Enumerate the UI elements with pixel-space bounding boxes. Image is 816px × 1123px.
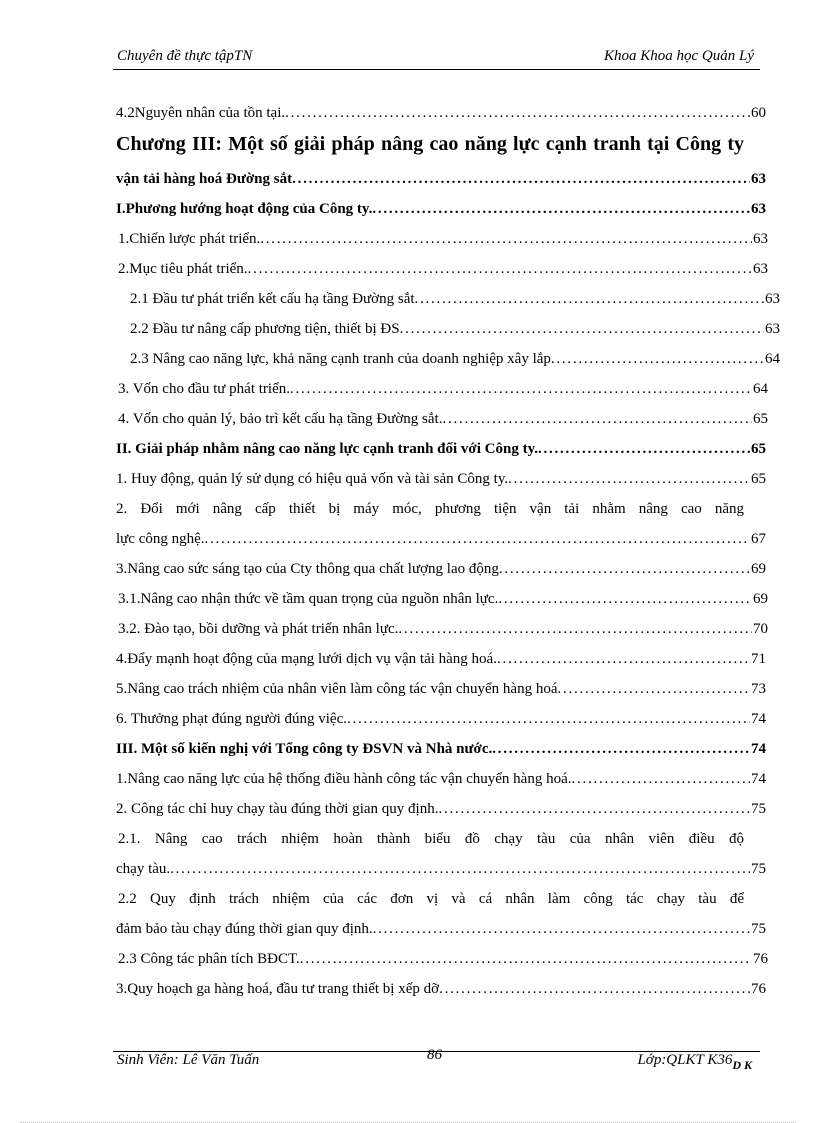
toc-page-number: 63 [765,291,780,307]
toc-page-number: 75 [751,861,766,877]
header-course: Chuyên đề thực tậpTN [117,48,253,64]
dot-leader [400,318,764,340]
toc-entry[interactable]: 1.Chiến lược phát triển. . . . 63 [116,228,768,250]
dot-leader [285,102,750,124]
toc-entry[interactable]: đảm bảo tàu chạy đúng thời gian quy định. . . . 75 [116,918,766,940]
toc-entry[interactable]: 2. Công tác chỉ huy chạy tàu đúng thời gian quy định. . . . 75 [116,798,766,820]
dot-leader [508,468,750,490]
dot-leader [499,558,750,580]
toc-page-number: 76 [753,951,768,967]
toc-entry[interactable]: 3. Vốn cho đầu tư phát triển. . . . 64 [116,378,768,400]
toc-entry[interactable]: 2.Mục tiêu phát triển. . . . 63 [116,258,768,280]
dot-leader [292,168,750,190]
footer-class: Lớp:QLKT $K36_{D K}$ [637,1052,752,1072]
toc-page-number: 63 [765,321,780,337]
toc-entry[interactable]: 2.1 Đầu tư phát triển kết cấu hạ tầng Đường sắt . . . 63 [116,288,780,310]
toc-entry[interactable]: 1.Nâng cao năng lực của hệ thống điều hành công tác vận chuyển hàng hoá. . . . 74 [116,768,766,790]
dot-leader [442,408,752,430]
dot-leader [347,708,750,730]
toc-entry[interactable]: 2.3 Nâng cao năng lực, khả năng cạnh tranh của doanh nghiệp xây lắp . . . 64 [116,348,780,370]
toc-page-number: 74 [751,771,766,787]
toc-entry[interactable]: 3.Nâng cao sức sáng tạo của Cty thông qua chất lượng lao động . . . 69 [116,558,766,580]
dot-leader [290,378,752,400]
toc-entry[interactable]: 3.Quy hoạch ga hàng hoá, đầu tư trang thiết bị xếp dỡ . . . 76 [116,978,766,1000]
dot-leader [497,648,750,670]
dot-leader [438,798,750,820]
toc-entry[interactable]: 1. Huy động, quản lý sử dụng có hiệu quả vốn và tài sản Công ty. . . . 65 [116,468,766,490]
dot-leader [415,288,764,310]
toc-entry[interactable]: III. Một số kiến nghị với Tổng công ty ĐSVN và Nhà nước. . . . 74 [116,738,766,760]
toc-page-number: 63 [751,171,766,187]
dot-leader [170,858,750,880]
toc-page-number: 65 [751,471,766,487]
toc-entry[interactable]: 4.2Nguyên nhân của tồn tại. . . . 60 [116,102,766,124]
toc-entry[interactable]: 4.Đẩy mạnh hoạt động của mạng lưới dịch vụ vận tải hàng hoá. . . . 71 [116,648,766,670]
dot-leader [300,948,752,970]
toc-page-number: 63 [751,201,766,217]
toc-entry-wrapped-line[interactable]: 2. Đổi mới nâng cấp thiết bị máy móc, phương tiện vận tải nhằm nâng cao năng [116,501,744,517]
toc-page-number: 74 [751,711,766,727]
toc-page-number: 65 [753,411,768,427]
toc-entry[interactable]: vận tải hàng hoá Đường sắt . . . 63 [116,168,766,190]
toc-page-number: 75 [751,801,766,817]
footer-student: Sinh Viên: Lê Văn Tuấn [117,1052,260,1068]
toc-page-number: 69 [753,591,768,607]
toc-chapter-title: Chương III: Một số giải pháp nâng cao năng lực cạnh tranh tại Công ty [116,133,744,155]
dot-leader [373,918,750,940]
toc-entry[interactable]: lực công nghệ. . . . 67 [116,528,766,550]
toc-entry[interactable]: 6. Thưởng phạt đúng người đúng việc. . . . 74 [116,708,766,730]
toc-page-number: 60 [751,105,766,121]
toc-page-number: 74 [751,741,766,757]
dot-leader [538,438,750,460]
toc-entry[interactable]: 3.1.Nâng cao nhận thức về tầm quan trọng của nguồn nhân lực. . . . 69 [116,588,768,610]
toc-page-number: 76 [751,981,766,997]
toc-chapter-heading[interactable] [116,133,766,157]
toc-entry-wrapped-line[interactable]: 2.1. Nâng cao trách nhiệm hoàn thành biểu đồ chạy tàu của nhân viên điều độ [118,831,744,847]
toc-page-number: 64 [753,381,768,397]
toc-entry[interactable]: 5.Nâng cao trách nhiệm của nhân viên làm công tác vận chuyển hàng hoá . . . 73 [116,678,766,700]
toc-page-number: 75 [751,921,766,937]
toc-page-number: 73 [751,681,766,697]
toc-page-number: 65 [751,441,766,457]
toc-entry-wrapped-line[interactable]: 2.2 Quy định trách nhiệm của các đơn vị và cá nhân làm công tác chạy tàu để [118,891,744,907]
footer-page-number: 86 [427,1047,442,1063]
toc-page-number: 71 [751,651,766,667]
toc-entry[interactable]: 2.2 Đầu tư nâng cấp phương tiện, thiết bị ĐS . . . 63 [116,318,780,340]
toc-entry[interactable]: 3.2. Đào tạo, bồi dưỡng và phát triển nhân lực. . . . 70 [116,618,768,640]
page-header [113,45,760,70]
toc-page-number: 64 [765,351,780,367]
toc-page-number: 69 [751,561,766,577]
dot-leader [492,738,750,760]
dot-leader [398,618,752,640]
dot-leader [551,348,764,370]
dot-leader [439,978,750,1000]
toc-entry[interactable]: 2.3 Công tác phân tích BĐCT. . . . 76 [116,948,768,970]
dot-leader [571,768,750,790]
toc-page-number: 67 [751,531,766,547]
dot-leader [372,198,750,220]
toc-page-number: 70 [753,621,768,637]
toc-page-number: 63 [753,231,768,247]
toc-entry[interactable]: I.Phương hướng hoạt động của Công ty. . . . 63 [116,198,766,220]
toc-entry[interactable]: II. Giải pháp nhằm nâng cao năng lực cạnh tranh đối với Công ty. . . . 65 [116,438,766,460]
dot-leader [558,678,751,700]
toc-entry[interactable]: chạy tàu. . . . 75 [116,858,766,880]
toc-page-number: 63 [753,261,768,277]
header-faculty: Khoa Khoa học Quản Lý [604,48,754,64]
footer-class-subscript: D K [732,1058,752,1072]
dot-leader [205,528,750,550]
dot-leader [498,588,752,610]
toc-entry[interactable]: 4. Vốn cho quản lý, bảo trì kết cấu hạ tầng Đường sắt. . . . 65 [116,408,768,430]
dot-leader [260,228,752,250]
dot-leader [248,258,752,280]
page-footer [113,1047,760,1078]
